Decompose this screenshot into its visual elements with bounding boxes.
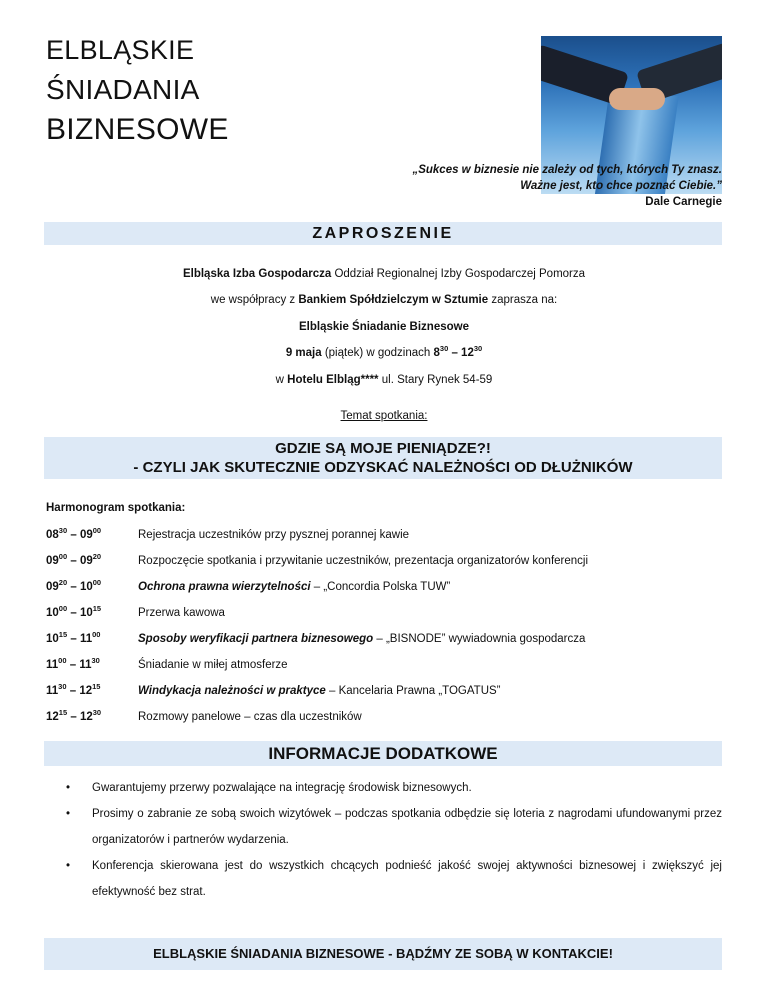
partner-name: Bankiem Spółdzielczym w Sztumie (298, 294, 489, 306)
organizer-rest: Oddział Regionalnej Izby Gospodarczej Pomorza (331, 268, 586, 280)
venue-prefix: w (275, 374, 288, 386)
event-venue (0, 372, 768, 388)
schedule-row (46, 579, 726, 595)
title-line-1: ELBLĄSKIE (46, 35, 195, 65)
bullet-icon: • (66, 782, 71, 794)
footer-banner: ELBLĄSKIE ŚNIADANIA BIZNESOWE - BĄDŹMY ZE SOBĄ W KONTAKCIE! (44, 938, 722, 970)
organizer-name: Elbląska Izba Gospodarcza (182, 268, 332, 280)
schedule-row (46, 553, 726, 569)
document-title (46, 30, 229, 150)
schedule-time: $08^{30} - 09^{00}$ (46, 526, 102, 541)
bullet-icon: • (66, 860, 71, 872)
title-line-2: ŚNIADANIA (46, 74, 200, 105)
schedule-time: $09^{00} - 09^{20}$ (46, 552, 102, 567)
event-name: Elbląskie Śniadanie Biznesowe (298, 321, 469, 333)
event-time (433, 344, 483, 359)
info-item: Konferencja skierowana jest do wszystkich chcących podnieść jakość swojej aktywności biznesowej i zwiększyć jej efektywność bez strat. (92, 860, 722, 898)
schedule-time: $12^{15} - 12^{30}$ (46, 708, 102, 723)
topic-line-2: - CZYLI JAK SKUTECZNIE ODZYSKAĆ NALEŻNOŚCI OD DŁUŻNIKÓW (133, 459, 633, 476)
venue-name: Hotelu Elbląg**** (287, 374, 379, 386)
schedule-desc: Windykacja należności w praktyce – Kancelaria Prawna „TOGATUS” (138, 685, 501, 697)
event-date-time (0, 345, 768, 361)
schedule-row (46, 683, 726, 699)
schedule-row (46, 527, 726, 543)
schedule-desc: Ochrona prawna wierzytelności – „Concordia Polska TUW” (138, 581, 451, 593)
info-item: Gwarantujemy przerwy pozwalające na integrację środowisk biznesowych. (92, 782, 472, 794)
schedule-time: $11^{30} - 12^{15}$ (46, 682, 101, 697)
handshake-shape (609, 88, 665, 110)
invitation-line-1 (0, 266, 768, 282)
schedule-time: $09^{20} - 10^{00}$ (46, 578, 102, 593)
start-minute: 30 (439, 344, 449, 354)
partner-suffix: zaprasza na: (488, 294, 558, 306)
partner-prefix: we współpracy z (210, 294, 299, 306)
schedule-row (46, 631, 726, 647)
schedule-time: $10^{15} - 11^{00}$ (46, 630, 101, 645)
end-minute: 30 (473, 344, 483, 354)
invitation-heading: ZAPROSZENIE (44, 222, 722, 245)
info-heading: INFORMACJE DODATKOWE (44, 741, 722, 766)
quote-line-2: Ważne jest, kto chce poznać Ciebie.” (520, 180, 722, 192)
info-item: Prosimy o zabranie ze sobą swoich wizytówek – podczas spotkania odbędzie się loteria z nagrodami ufundowanymi przez organizatorów i partnerów wydarzenia. (92, 808, 722, 846)
start-hour: 8 (433, 347, 440, 359)
end-hour: 12 (461, 347, 474, 359)
schedule-desc: Rejestracja uczestników przy pysznej porannej kawie (138, 529, 410, 541)
quote-author: Dale Carnegie (645, 196, 722, 208)
topic-banner (44, 437, 722, 479)
schedule-row (46, 605, 726, 621)
bullet-icon: • (66, 808, 71, 820)
event-date-mid: (piątek) w godzinach (321, 347, 434, 359)
topic-label (0, 408, 768, 424)
topic-label-text: Temat spotkania: (340, 410, 428, 422)
title-line-3: BIZNESOWE (46, 113, 229, 146)
event-date: 9 maja (285, 347, 322, 359)
schedule-desc: Śniadanie w miłej atmosferze (138, 659, 288, 671)
schedule-desc: Przerwa kawowa (138, 607, 225, 619)
schedule-desc: Sposoby weryfikacji partnera biznesowego – „BISNODE” wywiadownia gospodarcza (138, 633, 586, 645)
quote-block (412, 162, 722, 210)
schedule-row (46, 709, 726, 725)
topic-line-1: GDZIE SĄ MOJE PIENIĄDZE?! (275, 440, 491, 457)
time-dash: – (448, 347, 462, 359)
venue-address: ul. Stary Rynek 54-59 (378, 374, 493, 386)
invitation-line-2 (0, 292, 768, 308)
schedule-heading: Harmonogram spotkania: (46, 502, 186, 514)
schedule-time: $10^{00} - 10^{15}$ (46, 604, 102, 619)
quote-line-1: „Sukces w biznesie nie zależy od tych, których Ty znasz. (412, 164, 722, 176)
schedule-time: $11^{00} - 11^{30}$ (46, 656, 100, 671)
schedule-desc: Rozmowy panelowe – czas dla uczestników (138, 711, 362, 723)
schedule-desc: Rozpoczęcie spotkania i przywitanie uczestników, prezentacja organizatorów konferencji (138, 555, 589, 567)
schedule-row (46, 657, 726, 673)
